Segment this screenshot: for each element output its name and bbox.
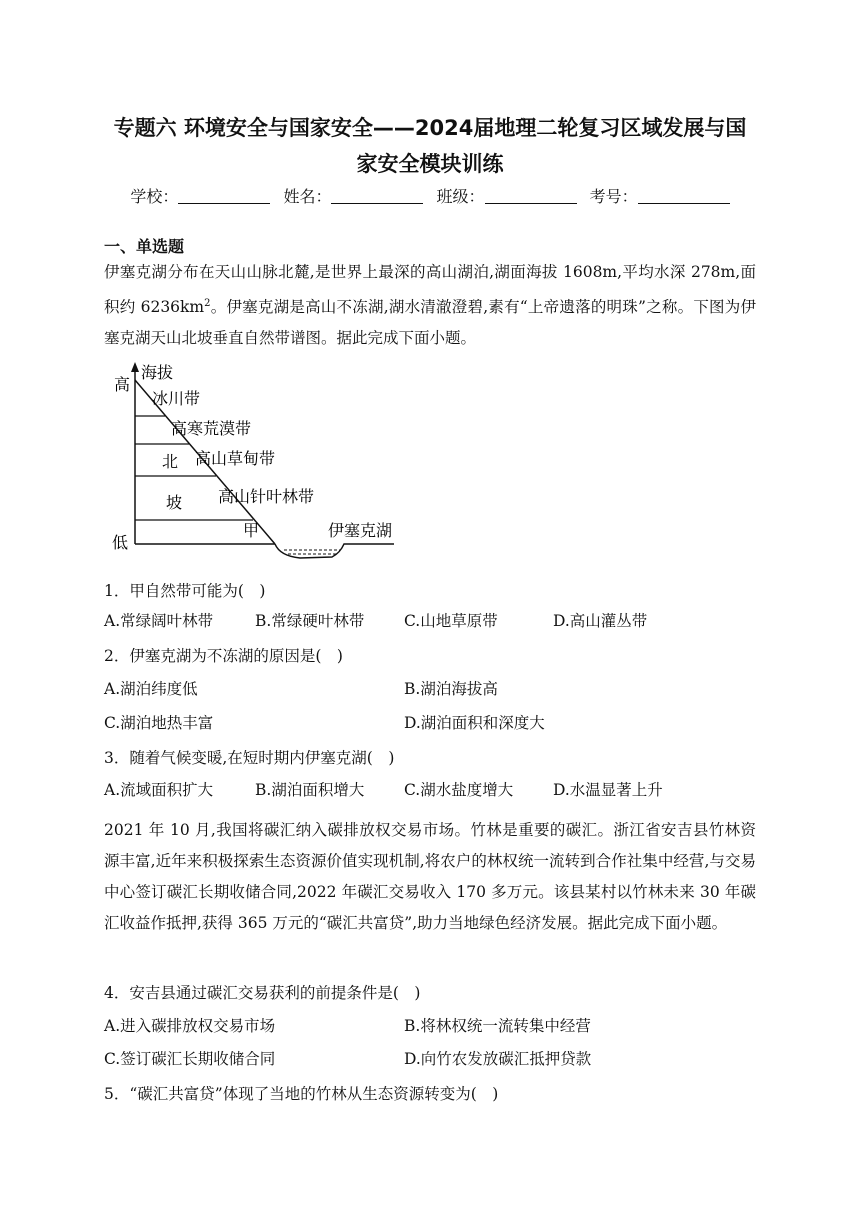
document-title-line2: 家安全模块训练 bbox=[356, 152, 504, 176]
zone-jia: 甲 bbox=[243, 521, 260, 540]
exam-number-field[interactable] bbox=[638, 189, 730, 204]
zone-alpine-meadow: 高山草甸带 bbox=[195, 449, 276, 468]
q3-option-a[interactable]: A.流域面积扩大 bbox=[104, 781, 214, 799]
q3-option-c[interactable]: C.湖水盐度增大 bbox=[404, 781, 514, 799]
q1-option-c[interactable]: C.山地草原带 bbox=[404, 612, 498, 630]
q4-option-b[interactable]: B.将林权统一流转集中经营 bbox=[404, 1017, 591, 1035]
document-title-line1: 专题六 环境安全与国家安全——2024届地理二轮复习区域发展与国 bbox=[113, 116, 747, 140]
q2-option-c[interactable]: C.湖泊地热丰富 bbox=[104, 714, 214, 732]
vertical-zonation-diagram bbox=[104, 360, 414, 560]
question-5-stem: 5．“碳汇共富贷”体现了当地的竹林从生态资源转变为( ) bbox=[104, 1085, 499, 1103]
name-field[interactable] bbox=[331, 189, 423, 204]
q2-option-d[interactable]: D.湖泊面积和深度大 bbox=[404, 714, 545, 732]
q2-option-b[interactable]: B.湖泊海拔高 bbox=[404, 680, 498, 698]
student-info-fields bbox=[0, 184, 860, 207]
q4-option-a[interactable]: A.进入碳排放权交易市场 bbox=[104, 1017, 276, 1035]
high-label: 高 bbox=[114, 375, 131, 394]
q3-option-d[interactable]: D.水温显著上升 bbox=[553, 781, 663, 799]
q2-option-a[interactable]: A.湖泊纬度低 bbox=[104, 680, 198, 698]
q3-option-b[interactable]: B.湖泊面积增大 bbox=[255, 781, 365, 799]
q1-option-a[interactable]: A.常绿阔叶林带 bbox=[104, 612, 214, 630]
low-label: 低 bbox=[112, 533, 129, 552]
zone-coniferous-forest: 高山针叶林带 bbox=[218, 487, 315, 506]
q1-option-b[interactable]: B.常绿硬叶林带 bbox=[255, 612, 365, 630]
lake-label: 伊塞克湖 bbox=[328, 521, 393, 540]
name-label: 姓名： bbox=[283, 187, 332, 206]
q1-option-d[interactable]: D.高山灌丛带 bbox=[553, 612, 648, 630]
class-field[interactable] bbox=[485, 189, 577, 204]
altitude-axis-label: 海拔 bbox=[141, 363, 174, 382]
section-heading: 一、单选题 bbox=[104, 237, 185, 256]
passage-2: 2021 年 10 月,我国将碳汇纳入碳排放权交易市场。竹林是重要的碳汇。浙江省安吉县竹林资源丰富,近年来积极探索生态资源价值实现机制,将农户的林权统一流转到合作社集中经营,与交易中心签订碳汇长期收储合同,2022 年碳汇交易收入 170 多万元。该县某村以竹林未来 30 年碳汇收益作抵押,获得 365 万元的“碳汇共富贷”,助力当地绿色经济发展。据此完成下面小题。 bbox=[104, 821, 756, 932]
question-2-stem: 2．伊塞克湖为不冻湖的原因是( ) bbox=[104, 647, 343, 665]
question-4-stem: 4．安吉县通过碳汇交易获利的前提条件是( ) bbox=[104, 984, 421, 1002]
slope-char-slope: 坡 bbox=[166, 493, 183, 512]
school-field[interactable] bbox=[178, 189, 270, 204]
zone-alpine-desert: 高寒荒漠带 bbox=[171, 419, 252, 438]
zone-glacier: 冰川带 bbox=[152, 389, 201, 408]
q4-option-d[interactable]: D.向竹农发放碳汇抵押贷款 bbox=[404, 1050, 592, 1068]
exam-number-label: 考号： bbox=[589, 187, 638, 206]
q4-option-c[interactable]: C.签订碳汇长期收储合同 bbox=[104, 1050, 276, 1068]
passage-1: 伊塞克湖分布在天山山脉北麓,是世界上最深的高山湖泊,湖面海拔 1608m,平均水深 278m,面积约 $6236km^2$。伊塞克湖是高山不冻湖,湖水清澈澄碧,素有“上帝遗落的明珠”之称。下图为伊塞克湖天山北坡垂直自然带谱图。据此完成下面小题。 bbox=[104, 263, 756, 348]
class-label: 班级： bbox=[436, 187, 485, 206]
school-label: 学校： bbox=[130, 187, 179, 206]
question-1-stem: 1．甲自然带可能为( ) bbox=[104, 582, 266, 600]
question-3-stem: 3．随着气候变暖,在短时期内伊塞克湖( ) bbox=[104, 749, 395, 767]
slope-char-north: 北 bbox=[162, 452, 179, 471]
